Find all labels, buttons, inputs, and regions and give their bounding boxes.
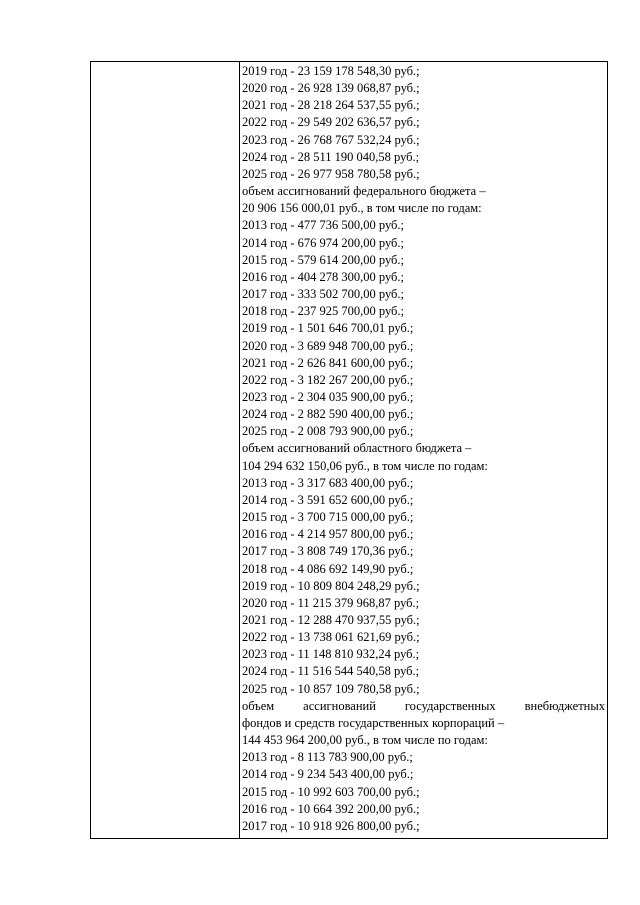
section-total-regional: 104 294 632 150,06 руб., в том числе по годам:	[242, 458, 488, 473]
section-heading-regional: объем ассигнований областного бюджета –	[242, 441, 472, 456]
text-line: 2025 год - 26 977 958 780,58 руб.;	[242, 166, 420, 181]
text-line: 2015 год - 10 992 603 700,00 руб.;	[242, 784, 420, 799]
text-line: 2014 год - 676 974 200,00 руб.;	[242, 235, 404, 250]
text-line: 2017 год - 10 918 926 800,00 руб.;	[242, 818, 420, 833]
text-line: 2021 год - 12 288 470 937,55 руб.;	[242, 613, 420, 627]
text-line: 2020 год - 3 689 948 700,00 руб.;	[242, 338, 414, 353]
section-total-federal: 20 906 156 000,01 руб., в том числе по годам:	[242, 201, 482, 216]
text-line: 2015 год - 3 700 715 000,00 руб.;	[242, 510, 414, 525]
text-line: 2025 год - 10 857 109 780,58 руб.;	[242, 681, 420, 696]
text-line: 2024 год - 11 516 544 540,58 руб.;	[242, 664, 420, 679]
section-total-extrabudgetary: 144 453 964 200,00 руб., в том числе по годам:	[242, 733, 488, 748]
text-line: 2025 год - 2 008 793 900,00 руб.;	[242, 424, 414, 439]
text-line: 2022 год - 13 738 061 621,69 руб.;	[242, 630, 420, 645]
text-line: 2013 год - 8 113 783 900,00 руб.;	[242, 750, 413, 765]
text-line: 2021 год - 2 626 841 600,00 руб.;	[242, 355, 414, 370]
text-line: 2017 год - 3 808 749 170,36 руб.;	[242, 544, 414, 559]
text-line: 2021 год - 28 218 264 537,55 руб.;	[242, 98, 420, 113]
text-line: 2016 год - 404 278 300,00 руб.;	[242, 269, 404, 284]
text-line: 2019 год - 23 159 178 548,30 руб.;	[242, 64, 420, 78]
text-line: 2013 год - 477 736 500,00 руб.;	[242, 218, 404, 233]
funding-table	[90, 61, 608, 839]
text-line: 2020 год - 11 215 379 968,87 руб.;	[242, 595, 420, 610]
text-line: 2024 год - 2 882 590 400,00 руб.;	[242, 407, 414, 422]
text-line: 2022 год - 3 182 267 200,00 руб.;	[242, 372, 414, 387]
text-line: 2019 год - 1 501 646 700,01 руб.;	[242, 321, 414, 336]
text-line: 2023 год - 26 768 767 532,24 руб.;	[242, 132, 420, 147]
text-line: 2016 год - 4 214 957 800,00 руб.;	[242, 527, 414, 542]
text-line: 2018 год - 4 086 692 149,90 руб.;	[242, 561, 414, 576]
text-line: 2018 год - 237 925 700,00 руб.;	[242, 304, 404, 319]
text-line: 2014 год - 9 234 543 400,00 руб.;	[242, 767, 414, 782]
text-line: 2014 год - 3 591 652 600,00 руб.;	[242, 492, 414, 507]
text-line: 2023 год - 2 304 035 900,00 руб.;	[242, 389, 414, 404]
table-left-cell	[91, 62, 240, 838]
text-line: 2013 год - 3 317 683 400,00 руб.;	[242, 475, 414, 490]
text-line: 2019 год - 10 809 804 248,29 руб.;	[242, 578, 420, 593]
text-line: 2016 год - 10 664 392 200,00 руб.;	[242, 801, 420, 816]
text-line: 2024 год - 28 511 190 040,58 руб.;	[242, 149, 420, 164]
section-heading-extrabudgetary: объем ассигнований государственных внебюджетных	[242, 698, 605, 713]
table-right-cell	[240, 62, 607, 838]
text-line: 2023 год - 11 148 810 932,24 руб.;	[242, 647, 420, 662]
section-heading-extrabudgetary-cont: фондов и средств государственных корпораций –	[242, 715, 505, 730]
text-line: 2015 год - 579 614 200,00 руб.;	[242, 252, 404, 267]
text-line: 2017 год - 333 502 700,00 руб.;	[242, 287, 404, 302]
section-heading-federal: объем ассигнований федерального бюджета –	[242, 184, 486, 199]
text-line: 2022 год - 29 549 202 636,57 руб.;	[242, 115, 420, 130]
text-line: 2020 год - 26 928 139 068,87 руб.;	[242, 81, 420, 96]
